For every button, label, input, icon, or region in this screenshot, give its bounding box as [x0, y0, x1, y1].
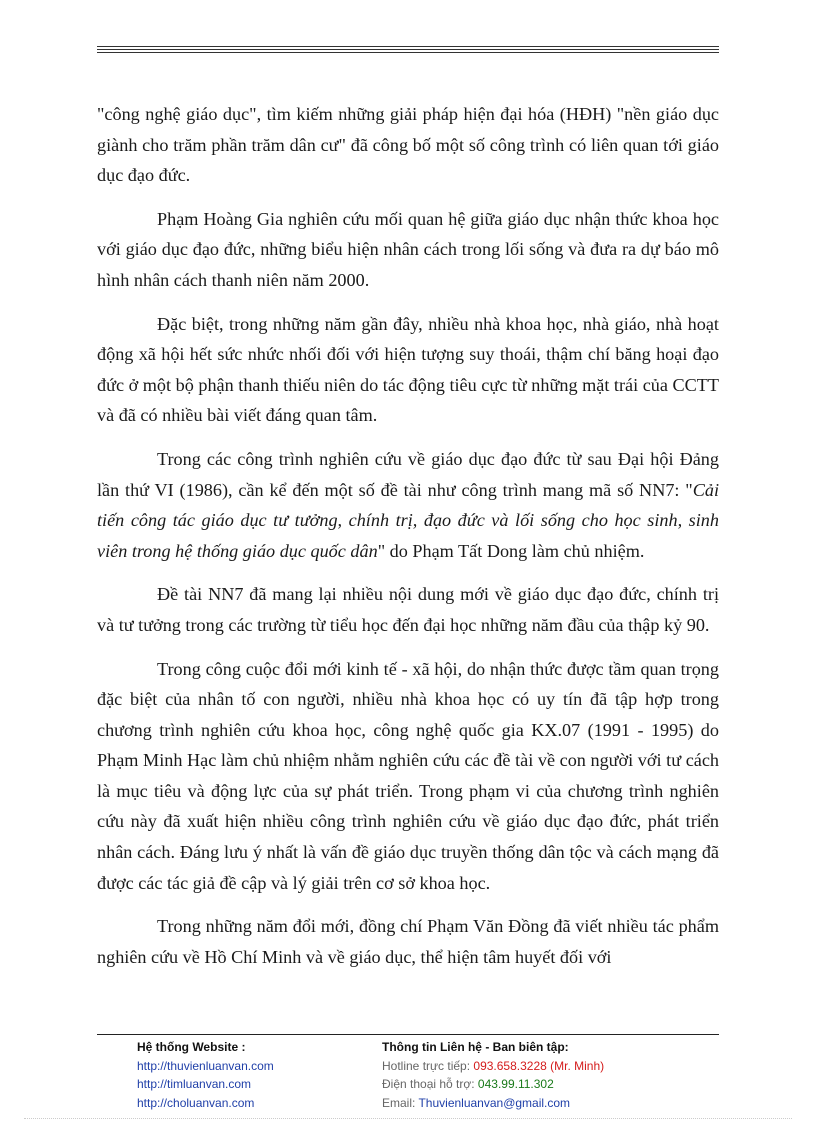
header-rule-bottom — [97, 52, 719, 53]
footer-websites — [137, 1038, 357, 1112]
paragraph — [97, 309, 719, 431]
footer-rule — [97, 1034, 719, 1035]
paragraph-text: Phạm Hoàng Gia nghiên cứu mối quan hệ giữa giáo dục nhận thức khoa học với giáo dục đạo đức, những biểu hiện nhân cách trong lối sống và đưa ra dự báo mô hình nhân cách thanh niên năm 2000. — [97, 208, 719, 290]
phone-value: 043.99.11.302 — [477, 1077, 554, 1091]
italic-title-text: Cải tiến công tác giáo dục tư tưởng, chính trị, đạo đức và lối sống cho học sinh, sinh viên trong hệ thống giáo dục quốc dân — [97, 479, 719, 561]
email-link[interactable]: Thuvienluanvan@gmail.com — [418, 1095, 571, 1110]
paragraph — [97, 99, 719, 191]
paragraph-text: " do Phạm Tất Dong làm chủ nhiệm. — [377, 540, 645, 561]
footer-email — [382, 1094, 702, 1113]
hotline-label: Hotline trực tiếp: — [382, 1058, 474, 1073]
footer-link-thuvienluanvan[interactable]: http://thuvienluanvan.com — [137, 1058, 274, 1073]
paragraph — [97, 911, 719, 972]
phone-label: Điện thoại hỗ trợ: — [382, 1077, 478, 1091]
paragraph-text: "công nghệ giáo dục", tìm kiếm những giải pháp hiện đại hóa (HĐH) "nền giáo dục giành cho trăm phần trăm dân cư" đã công bố một số công trình có liên quan tới giáo dục đạo đức. — [97, 104, 719, 186]
footer-contact-title: Thông tin Liên hệ - Ban biên tập: — [382, 1040, 569, 1054]
footer-link-choluanvan[interactable]: http://choluanvan.com — [137, 1095, 255, 1110]
hotline-value: 093.658.3228 (Mr. Minh) — [473, 1058, 605, 1073]
footer-contact — [382, 1038, 702, 1112]
paragraph-text: Đề tài NN7 đã mang lại nhiều nội dung mới về giáo dục đạo đức, chính trị và tư tưởng trong các trường từ tiểu học đến đại học những năm đầu của thập kỷ 90. — [97, 584, 719, 635]
paragraph-text: Trong công cuộc đổi mới kinh tế - xã hội, do nhận thức được tầm quan trọng đặc biệt của nhân tố con người, nhiều nhà khoa học có uy tín đã tập hợp trong chương trình nghiên cứu khoa học, công nghệ quốc gia KX.07 (1991 - 1995) do Phạm Minh Hạc làm chủ nhiệm nhằm nghiên cứu các đề tài về con người với tư cách là mục tiêu và động lực của sự phát triển. Trong phạm vi của chương trình nghiên cứu này đã xuất hiện nhiều công trình nghiên cứu về giáo dục đạo đức, phát triển nhân cách. Đáng lưu ý nhất là vấn đề giáo dục truyền thống dân tộc và cách mạng đã được các tác giả đề cập và lý giải trên cơ sở khoa học. — [97, 658, 719, 893]
paragraph-text: Trong những năm đổi mới, đồng chí Phạm Văn Đồng đã viết nhiều tác phẩm nghiên cứu về Hồ Chí Minh và về giáo dục, thể hiện tâm huyết đối với — [97, 916, 719, 967]
paragraph — [97, 444, 719, 566]
footer-link-timluanvan[interactable]: http://timluanvan.com — [137, 1077, 252, 1091]
header-rule-top — [97, 46, 719, 47]
document-body — [97, 99, 719, 985]
paragraph — [97, 579, 719, 640]
footer-websites-title: Hệ thống Website : — [137, 1040, 246, 1054]
footer-hotline — [382, 1057, 702, 1076]
page-bottom-dotted-line — [24, 1118, 792, 1119]
paragraph-text: Trong các công trình nghiên cứu về giáo dục đạo đức từ sau Đại hội Đảng lần thứ VI (1986), cần kể đến một số đề tài như công trình mang mã số NN7: " — [97, 448, 719, 500]
footer-phone — [382, 1075, 702, 1094]
email-label: Email: — [382, 1095, 419, 1110]
paragraph-text: Đặc biệt, trong những năm gần đây, nhiều nhà khoa học, nhà giáo, nhà hoạt động xã hội hết sức nhức nhối đối với hiện tượng suy thoái, thậm chí băng hoại đạo đức ở một bộ phận thanh thiếu niên do tác động tiêu cực từ những mặt trái của CCTT và đã có nhiều bài viết đáng quan tâm. — [97, 313, 719, 426]
header-rule-middle — [97, 49, 719, 50]
paragraph — [97, 204, 719, 296]
paragraph — [97, 654, 719, 899]
